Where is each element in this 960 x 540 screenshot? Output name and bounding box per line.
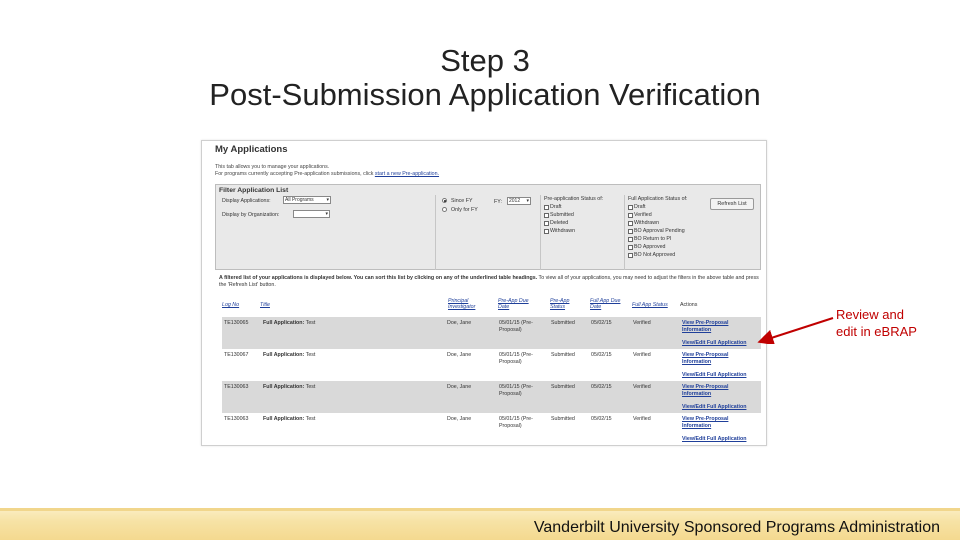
title-cell: Full Application: Test <box>263 352 316 358</box>
display-applications-label: Display Applications: <box>222 198 271 204</box>
intro-line1: This tab allows you to manage your applications. <box>215 164 330 170</box>
checkbox[interactable] <box>628 213 633 218</box>
filter-title: Filter Application List <box>219 187 289 194</box>
full-status-cell: Verified <box>633 416 651 422</box>
log-no-cell: TE130063 <box>224 384 249 390</box>
pre-due-cell: 05/01/15 (Pre- Proposal) <box>499 320 533 333</box>
log-no-cell: TE130067 <box>224 352 249 358</box>
callout-line2: edit in eBRAP <box>836 324 917 339</box>
table-row <box>222 413 761 445</box>
intro-text <box>215 164 439 178</box>
checkbox[interactable] <box>628 229 633 234</box>
pre-status-cell: Submitted <box>551 352 575 358</box>
full-status-withdrawn[interactable]: Withdrawn <box>628 220 659 226</box>
pre-status-cell: Submitted <box>551 384 575 390</box>
pre-app-status-title: Pre-application Status of: <box>544 196 604 202</box>
slide-title-line2: Post-Submission Application Verification <box>209 77 761 112</box>
only-fy-radio[interactable] <box>442 207 447 212</box>
pre-due-cell: 05/01/15 (Pre- Proposal) <box>499 416 533 429</box>
chevron-down-icon: ▾ <box>326 197 329 203</box>
pre-status-deleted[interactable]: Deleted <box>544 220 568 226</box>
title-cell: Full Application: Test <box>263 416 316 422</box>
checkbox[interactable] <box>628 205 633 210</box>
col-header-pi[interactable]: Principal Investigator <box>448 298 476 310</box>
footer-text: Vanderbilt University Sponsored Programs Administration <box>533 519 940 536</box>
review-edit-callout <box>836 306 946 340</box>
title-cell: Full Application: Test <box>263 320 316 326</box>
checkbox[interactable] <box>544 205 549 210</box>
pi-cell: Doe, Jane <box>447 416 472 422</box>
fy-label: FY: <box>494 199 502 205</box>
col-header-pre-app-due[interactable]: Pre-App Due Date <box>498 298 529 310</box>
col-header-actions: Actions <box>680 302 698 308</box>
page-heading: My Applications <box>215 144 288 155</box>
view-edit-full-application-link[interactable]: View/Edit Full Application <box>682 340 747 346</box>
callout-line1: Review and <box>836 307 904 322</box>
full-status-bo-return-to-pi[interactable]: BO Return to PI <box>628 236 671 242</box>
pre-status-draft[interactable]: Draft <box>544 204 561 210</box>
title-cell: Full Application: Test <box>263 384 316 390</box>
full-status-draft[interactable]: Draft <box>628 204 645 210</box>
pi-cell: Doe, Jane <box>447 384 472 390</box>
full-status-bo-approved[interactable]: BO Approved <box>628 244 666 250</box>
intro-line2: For programs currently accepting Pre-application submissions, click <box>215 171 375 177</box>
full-status-cell: Verified <box>633 384 651 390</box>
full-app-status-title: Full Application Status of: <box>628 196 688 202</box>
chevron-down-icon: ▾ <box>325 211 328 217</box>
full-status-cell: Verified <box>633 352 651 358</box>
checkbox[interactable] <box>544 213 549 218</box>
full-due-cell: 05/02/15 <box>591 384 612 390</box>
fy-value: 2012 <box>509 198 521 204</box>
organization-select[interactable] <box>293 210 330 218</box>
view-pre-proposal-link[interactable]: View Pre-Proposal Information <box>682 416 729 429</box>
table-row <box>222 317 761 349</box>
log-no-cell: TE130063 <box>224 416 249 422</box>
full-status-cell: Verified <box>633 320 651 326</box>
log-no-cell: TE130065 <box>224 320 249 326</box>
fy-filter-column <box>435 195 540 270</box>
slide-title <box>0 44 960 112</box>
slide-title-line1: Step 3 <box>440 43 530 78</box>
checkbox[interactable] <box>544 221 549 226</box>
filter-note-bold: A filtered list of your applications is displayed below. You can sort this list by clicking on any of the underlined table headings. <box>219 275 538 281</box>
since-fy-label: Since FY <box>451 198 473 204</box>
full-due-cell: 05/02/15 <box>591 416 612 422</box>
since-fy-radio[interactable] <box>442 198 447 203</box>
full-due-cell: 05/02/15 <box>591 320 612 326</box>
pre-app-status-column <box>540 195 624 270</box>
view-pre-proposal-link[interactable]: View Pre-Proposal Information <box>682 352 729 365</box>
only-fy-label: Only for FY <box>451 207 478 213</box>
pre-status-submitted[interactable]: Submitted <box>544 212 574 218</box>
display-org-label: Display by Organization: <box>222 212 280 218</box>
fy-select[interactable] <box>507 197 531 205</box>
callout-arrow-icon <box>755 316 835 344</box>
checkbox[interactable] <box>628 245 633 250</box>
pre-due-cell: 05/01/15 (Pre- Proposal) <box>499 384 533 397</box>
my-applications-screenshot <box>201 140 767 446</box>
col-header-pre-app-status[interactable]: Pre-App Status <box>550 298 570 310</box>
pre-status-cell: Submitted <box>551 320 575 326</box>
view-pre-proposal-link[interactable]: View Pre-Proposal Information <box>682 320 729 333</box>
col-header-full-app-status[interactable]: Full App Status <box>632 302 668 308</box>
pi-cell: Doe, Jane <box>447 352 472 358</box>
chevron-down-icon: ▾ <box>526 198 529 204</box>
full-status-bo-not-approved[interactable]: BO Not Approved <box>628 252 675 258</box>
full-status-bo-approval-pending[interactable]: BO Approval Pending <box>628 228 685 234</box>
col-header-full-app-due[interactable]: Full App Due Date <box>590 298 621 310</box>
pre-status-cell: Submitted <box>551 416 575 422</box>
view-edit-full-application-link[interactable]: View/Edit Full Application <box>682 404 747 410</box>
view-edit-full-application-link[interactable]: View/Edit Full Application <box>682 372 747 378</box>
checkbox[interactable] <box>628 221 633 226</box>
checkbox[interactable] <box>628 253 633 258</box>
col-header-title[interactable]: Title <box>260 302 270 308</box>
display-applications-select[interactable] <box>283 196 331 204</box>
pre-status-withdrawn[interactable]: Withdrawn <box>544 228 575 234</box>
display-applications-value: All Programs <box>285 197 314 203</box>
view-edit-full-application-link[interactable]: View/Edit Full Application <box>682 436 747 442</box>
filter-panel <box>215 184 761 270</box>
table-row <box>222 381 761 413</box>
filter-note <box>219 275 764 289</box>
col-header-log-no[interactable]: Log No <box>222 302 240 308</box>
pre-due-cell: 05/01/15 (Pre- Proposal) <box>499 352 533 365</box>
checkbox[interactable] <box>544 229 549 234</box>
refresh-list-button[interactable]: Refresh List <box>710 198 754 210</box>
full-status-verified[interactable]: Verified <box>628 212 652 218</box>
start-pre-application-link[interactable]: start a new Pre-application. <box>374 171 440 177</box>
filter-note-rest: To view all of your applications, you may need to adjust the filters in the above table and press the 'Refresh List' button. <box>219 275 759 288</box>
pi-cell: Doe, Jane <box>447 320 472 326</box>
full-app-status-column <box>624 195 704 270</box>
checkbox[interactable] <box>628 237 633 242</box>
view-pre-proposal-link[interactable]: View Pre-Proposal Information <box>682 384 729 397</box>
full-due-cell: 05/02/15 <box>591 352 612 358</box>
table-row <box>222 349 761 381</box>
